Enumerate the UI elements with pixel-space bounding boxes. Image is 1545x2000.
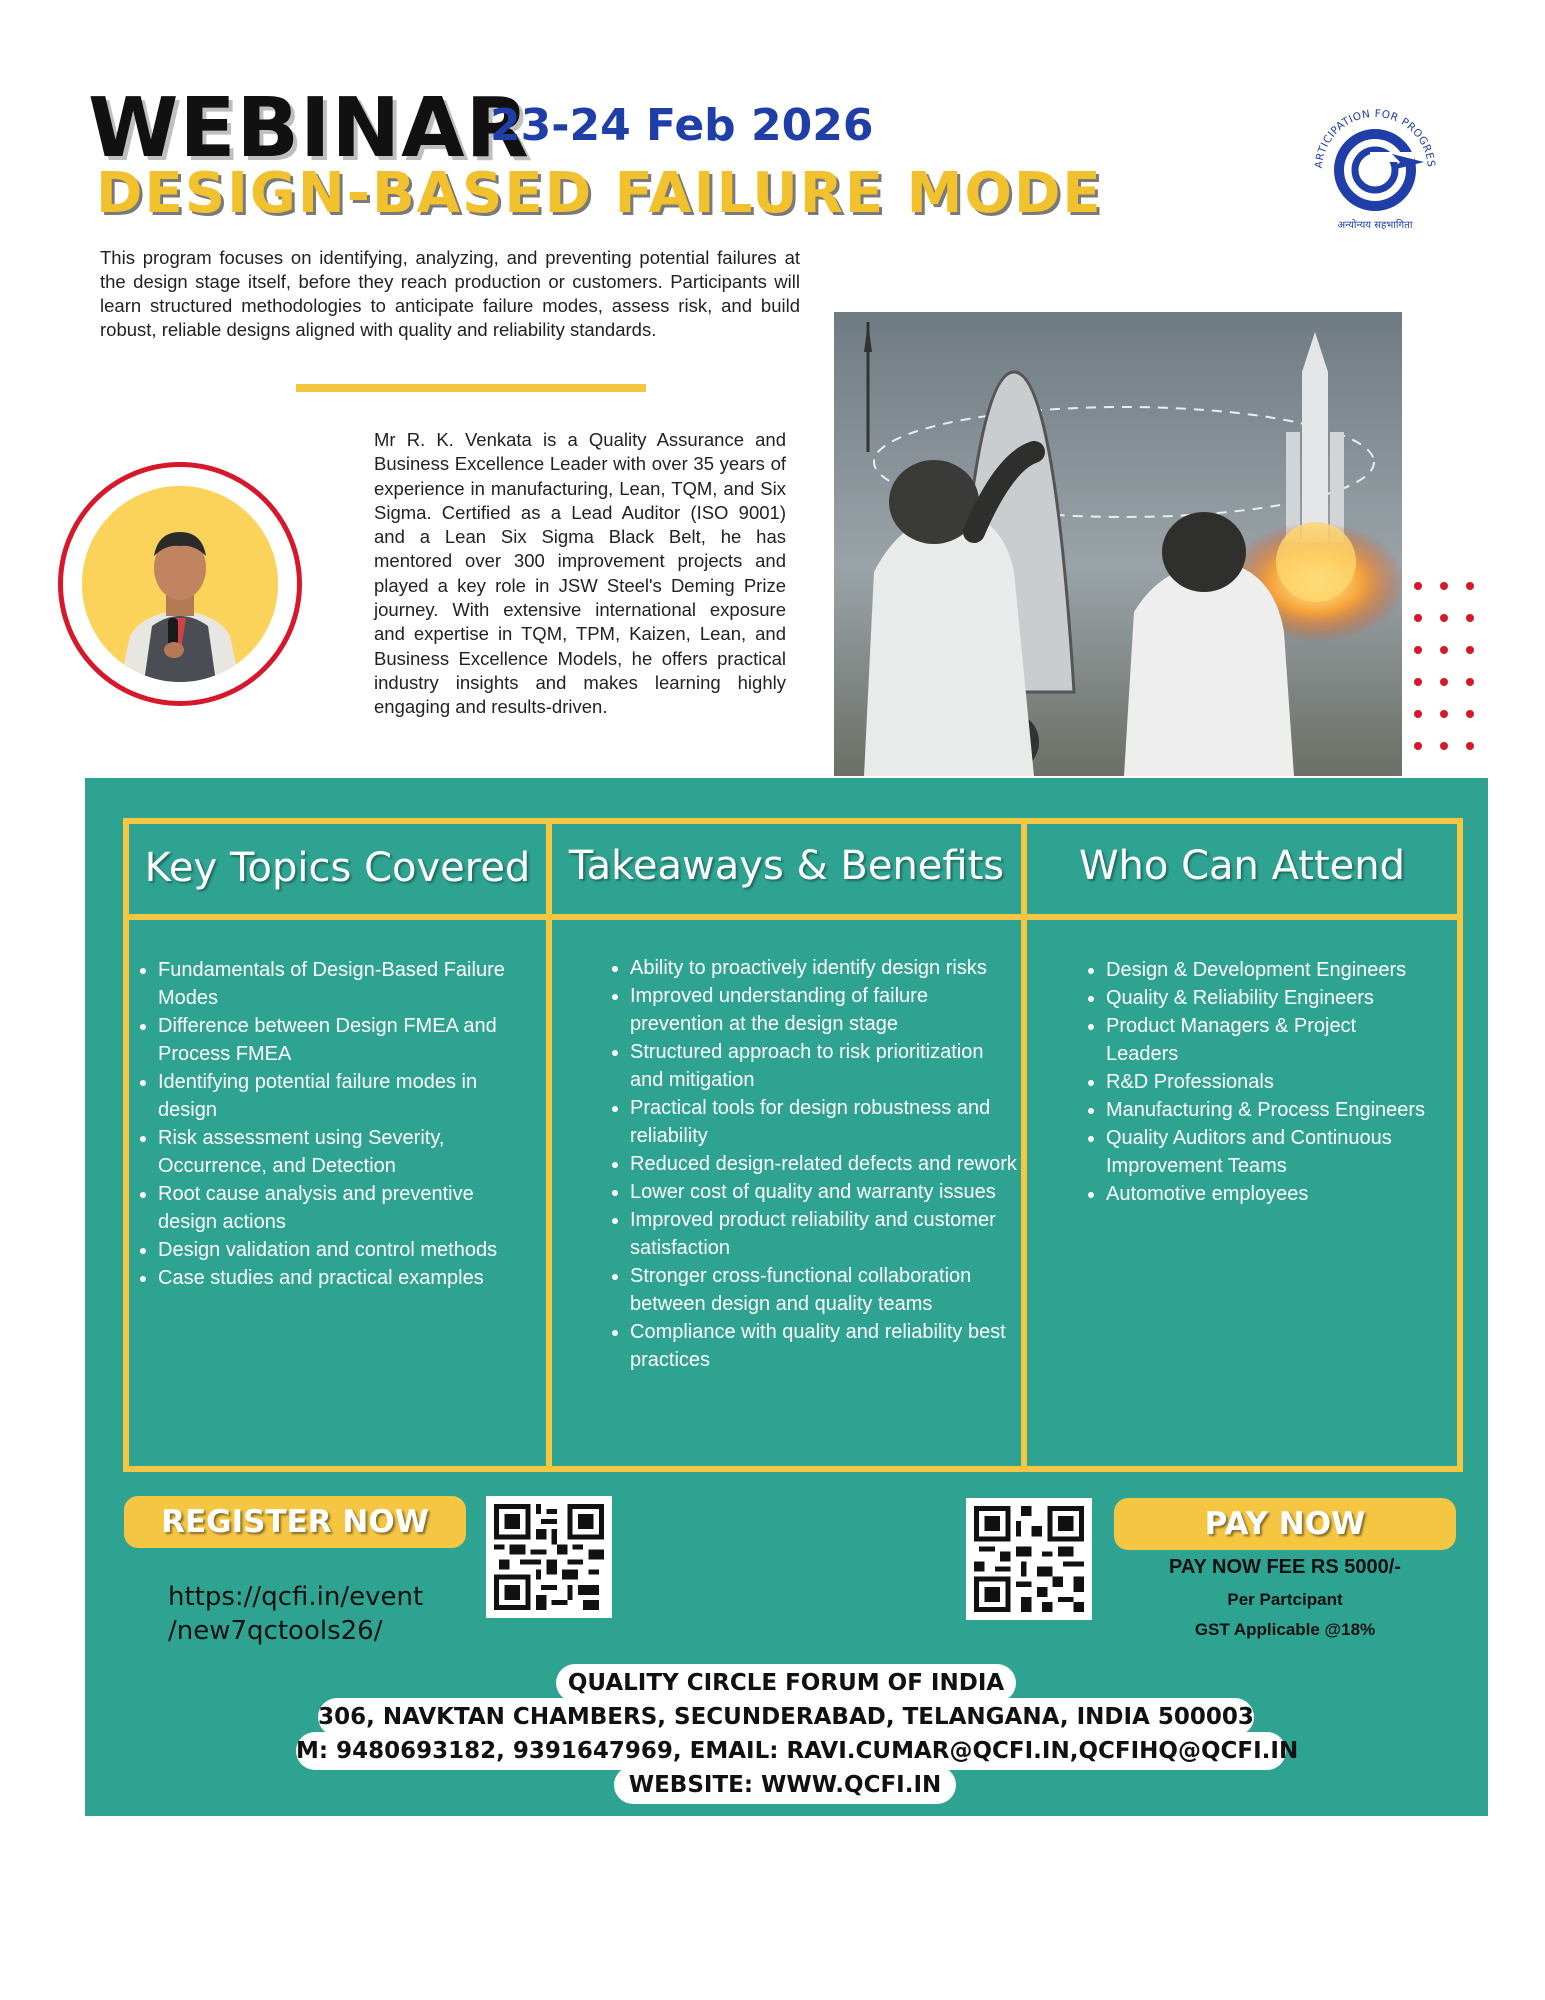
list-item: • Quality & Reliability Engineers [1106,984,1432,1012]
webinar-subtitle: DESIGN-BASED FAILURE MODE [96,161,1103,226]
list-item: • Structured approach to risk prioritization and mitigation [630,1038,1020,1094]
list-item: • Ability to proactively identify design risks [630,954,1020,982]
list-item: • Root cause analysis and preventive design actions [158,1180,536,1236]
logo-bottom-text: अन्योन्यय सहभागिता [1337,220,1413,231]
rocket-launch-illustration [834,312,1402,776]
fee-per-participant: Per Partcipant [1227,1590,1343,1609]
register-qr-code[interactable] [486,1496,612,1618]
list-item: • Product Managers & Project Leaders [1106,1012,1432,1068]
list-item: • Improved product reliability and customer satisfaction [630,1206,1020,1262]
url-line: https://qcfi.in/event [168,1582,424,1612]
org-name: QUALITY CIRCLE FORUM OF INDIA [556,1664,1016,1702]
list-item: • Automotive employees [1106,1180,1432,1208]
event-date: 23-24 Feb 2026 [490,100,874,151]
webinar-title: WEBINAR [88,81,530,176]
logo-arc-text: ARTICIPATION FOR PROGRES [1312,107,1438,169]
fee-amount: PAY NOW FEE RS 5000/- [1169,1556,1401,1578]
list-item: • Design validation and control methods [158,1236,536,1264]
org-website[interactable]: WEBSITE: WWW.QCFI.IN [614,1766,956,1804]
list-item: • Manufacturing & Process Engineers [1106,1096,1432,1124]
gst-note: GST Applicable @18% [1194,1620,1376,1639]
list-item: • Reduced design-related defects and rework [630,1150,1020,1178]
list-item: • Design & Development Engineers [1106,956,1432,984]
who-can-attend-list [1084,956,1432,1208]
url-line: /new7qctools26/ [168,1616,383,1646]
list-item: • Difference between Design FMEA and Process FMEA [158,1012,536,1068]
list-item: • Stronger cross-functional collaboration between design and quality teams [630,1262,1020,1318]
org-address: 306, NAVKTAN CHAMBERS, SECUNDERABAD, TELANGANA, INDIA 500003 [318,1698,1254,1736]
list-item: • Improved understanding of failure prevention at the design stage [630,982,1020,1038]
list-item: • Case studies and practical examples [158,1264,536,1292]
registration-url[interactable] [168,1580,423,1648]
register-now-button[interactable]: REGISTER NOW [124,1496,466,1548]
takeaways-list [608,954,1020,1374]
grid-header-divider [123,914,1463,920]
pay-now-button[interactable]: PAY NOW [1114,1498,1456,1550]
who-can-attend-heading: Who Can Attend [1079,843,1405,889]
speaker-bio: Mr R. K. Venkata is a Quality Assurance and Business Excellence Leader with over 35 years of experience in manufacturing, Lean, TQM, and Six Sigma. Certified as a Lead Auditor (ISO 9001) and a Lean Six Sigma Black Belt, he has mentored over 300 improvement projects and played a key role in JSW Steel's Deming Prize journey. With extensive international exposure and expertise in TQM, TPM, Kaizen, Lean, and Business Excellence Models, he offers practical industry insights and makes learning highly engaging and results-driven. [374,429,786,718]
takeaways-heading: Takeaways & Benefits [568,843,1005,889]
key-topics-list [136,956,536,1292]
list-item: • R&D Professionals [1106,1068,1432,1096]
list-item: • Quality Auditors and Continuous Improvement Teams [1106,1124,1432,1180]
key-topics-heading: Key Topics Covered [144,845,531,891]
divider [296,384,646,392]
program-description: This program focuses on identifying, analyzing, and preventing potential failures at the design stage itself, before they reach production or customers. Participants will learn structured methodologies to anticipate failure modes, assess risk, and build robust, reliable designs aligned with quality and reliability standards. [100,247,800,340]
speaker-photo [82,486,278,682]
grid-column-divider [546,818,552,1472]
list-item: • Fundamentals of Design-Based Failure Modes [158,956,536,1012]
qcfi-logo [1300,92,1450,242]
grid-column-divider [1021,818,1027,1472]
list-item: • Lower cost of quality and warranty issues [630,1178,1020,1206]
decorative-dots [1410,578,1480,758]
payment-qr-code[interactable] [966,1498,1092,1620]
list-item: • Risk assessment using Severity, Occurrence, and Detection [158,1124,536,1180]
list-item: • Practical tools for design robustness and reliability [630,1094,1020,1150]
org-contact: M: 9480693182, 9391647969, EMAIL: RAVI.CUMAR@QCFI.IN,QCFIHQ@QCFI.IN [296,1732,1286,1770]
list-item: • Compliance with quality and reliability best practices [630,1318,1020,1374]
list-item: • Identifying potential failure modes in design [158,1068,536,1124]
